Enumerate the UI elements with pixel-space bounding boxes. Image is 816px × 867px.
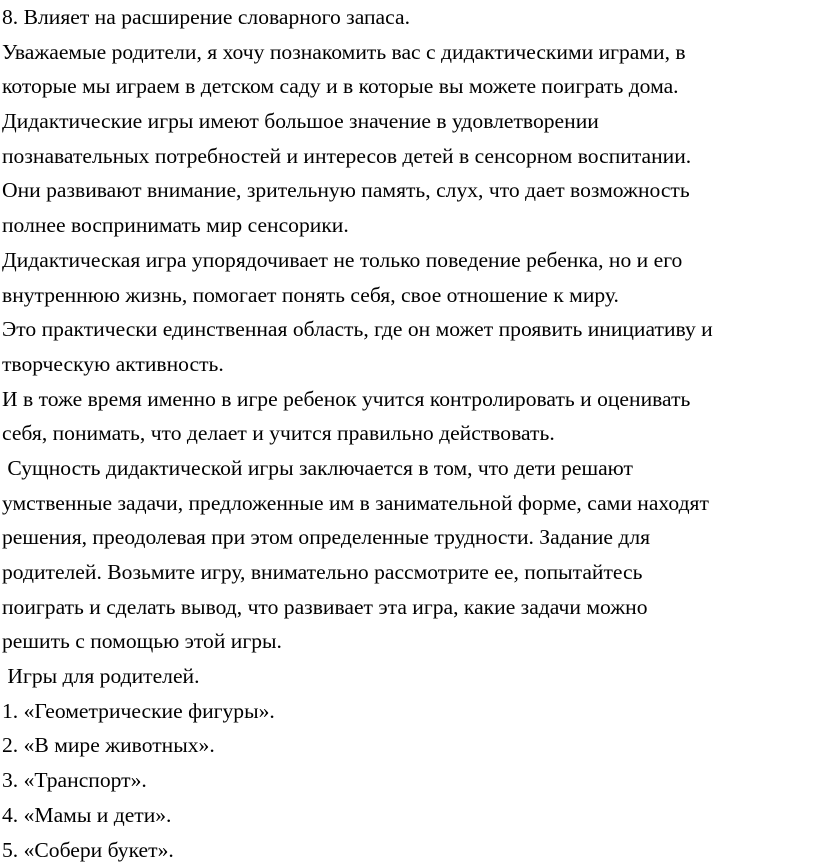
paragraph-development-line-2: полнее воспринимать мир сенсорики. <box>2 208 814 243</box>
paragraph-intro-line-1: Уважаемые родители, я хочу познакомить вас с дидактическими играми, в <box>2 35 814 70</box>
game-list-item-3: 3. «Транспорт». <box>2 763 814 798</box>
paragraph-control-line-2: себя, понимать, что делает и учится правильно действовать. <box>2 416 814 451</box>
paragraph-development-line-1: Они развивают внимание, зрительную память, слух, что дает возможность <box>2 173 814 208</box>
paragraph-intro-line-2: которые мы играем в детском саду и в которые вы можете поиграть дома. <box>2 69 814 104</box>
game-list-item-2: 2. «В мире животных». <box>2 728 814 763</box>
game-list-item-5: 5. «Собери букет». <box>2 833 814 867</box>
paragraph-importance-line-1: Дидактические игры имеют большое значение в удовлетворении <box>2 104 814 139</box>
paragraph-behavior-line-1: Дидактическая игра упорядочивает не только поведение ребенка, но и его <box>2 243 814 278</box>
paragraph-initiative-line-2: творческую активность. <box>2 347 814 382</box>
paragraph-control-line-1: И в тоже время именно в игре ребенок учится контролировать и оценивать <box>2 382 814 417</box>
paragraph-importance-line-2: познавательных потребностей и интересов детей в сенсорном воспитании. <box>2 139 814 174</box>
game-list-item-1: 1. «Геометрические фигуры». <box>2 694 814 729</box>
paragraph-essence-line-5: поиграть и сделать вывод, что развивает эта игра, какие задачи можно <box>2 590 814 625</box>
paragraph-behavior-line-2: внутреннюю жизнь, помогает понять себя, свое отношение к миру. <box>2 278 814 313</box>
paragraph-essence-line-6: решить с помощью этой игры. <box>2 624 814 659</box>
paragraph-essence-line-4: родителей. Возьмите игру, внимательно рассмотрите ее, попытайтесь <box>2 555 814 590</box>
paragraph-essence-line-3: решения, преодолевая при этом определенные трудности. Задание для <box>2 520 814 555</box>
game-list-item-4: 4. «Мамы и дети». <box>2 798 814 833</box>
document-body <box>2 0 814 867</box>
games-heading: Игры для родителей. <box>2 659 814 694</box>
paragraph-essence-line-1: Сущность дидактической игры заключается в том, что дети решают <box>2 451 814 486</box>
paragraph-initiative-line-1: Это практически единственная область, где он может проявить инициативу и <box>2 312 814 347</box>
list-item-point-8: 8. Влияет на расширение словарного запаса. <box>2 0 814 35</box>
paragraph-essence-line-2: умственные задачи, предложенные им в занимательной форме, сами находят <box>2 486 814 521</box>
